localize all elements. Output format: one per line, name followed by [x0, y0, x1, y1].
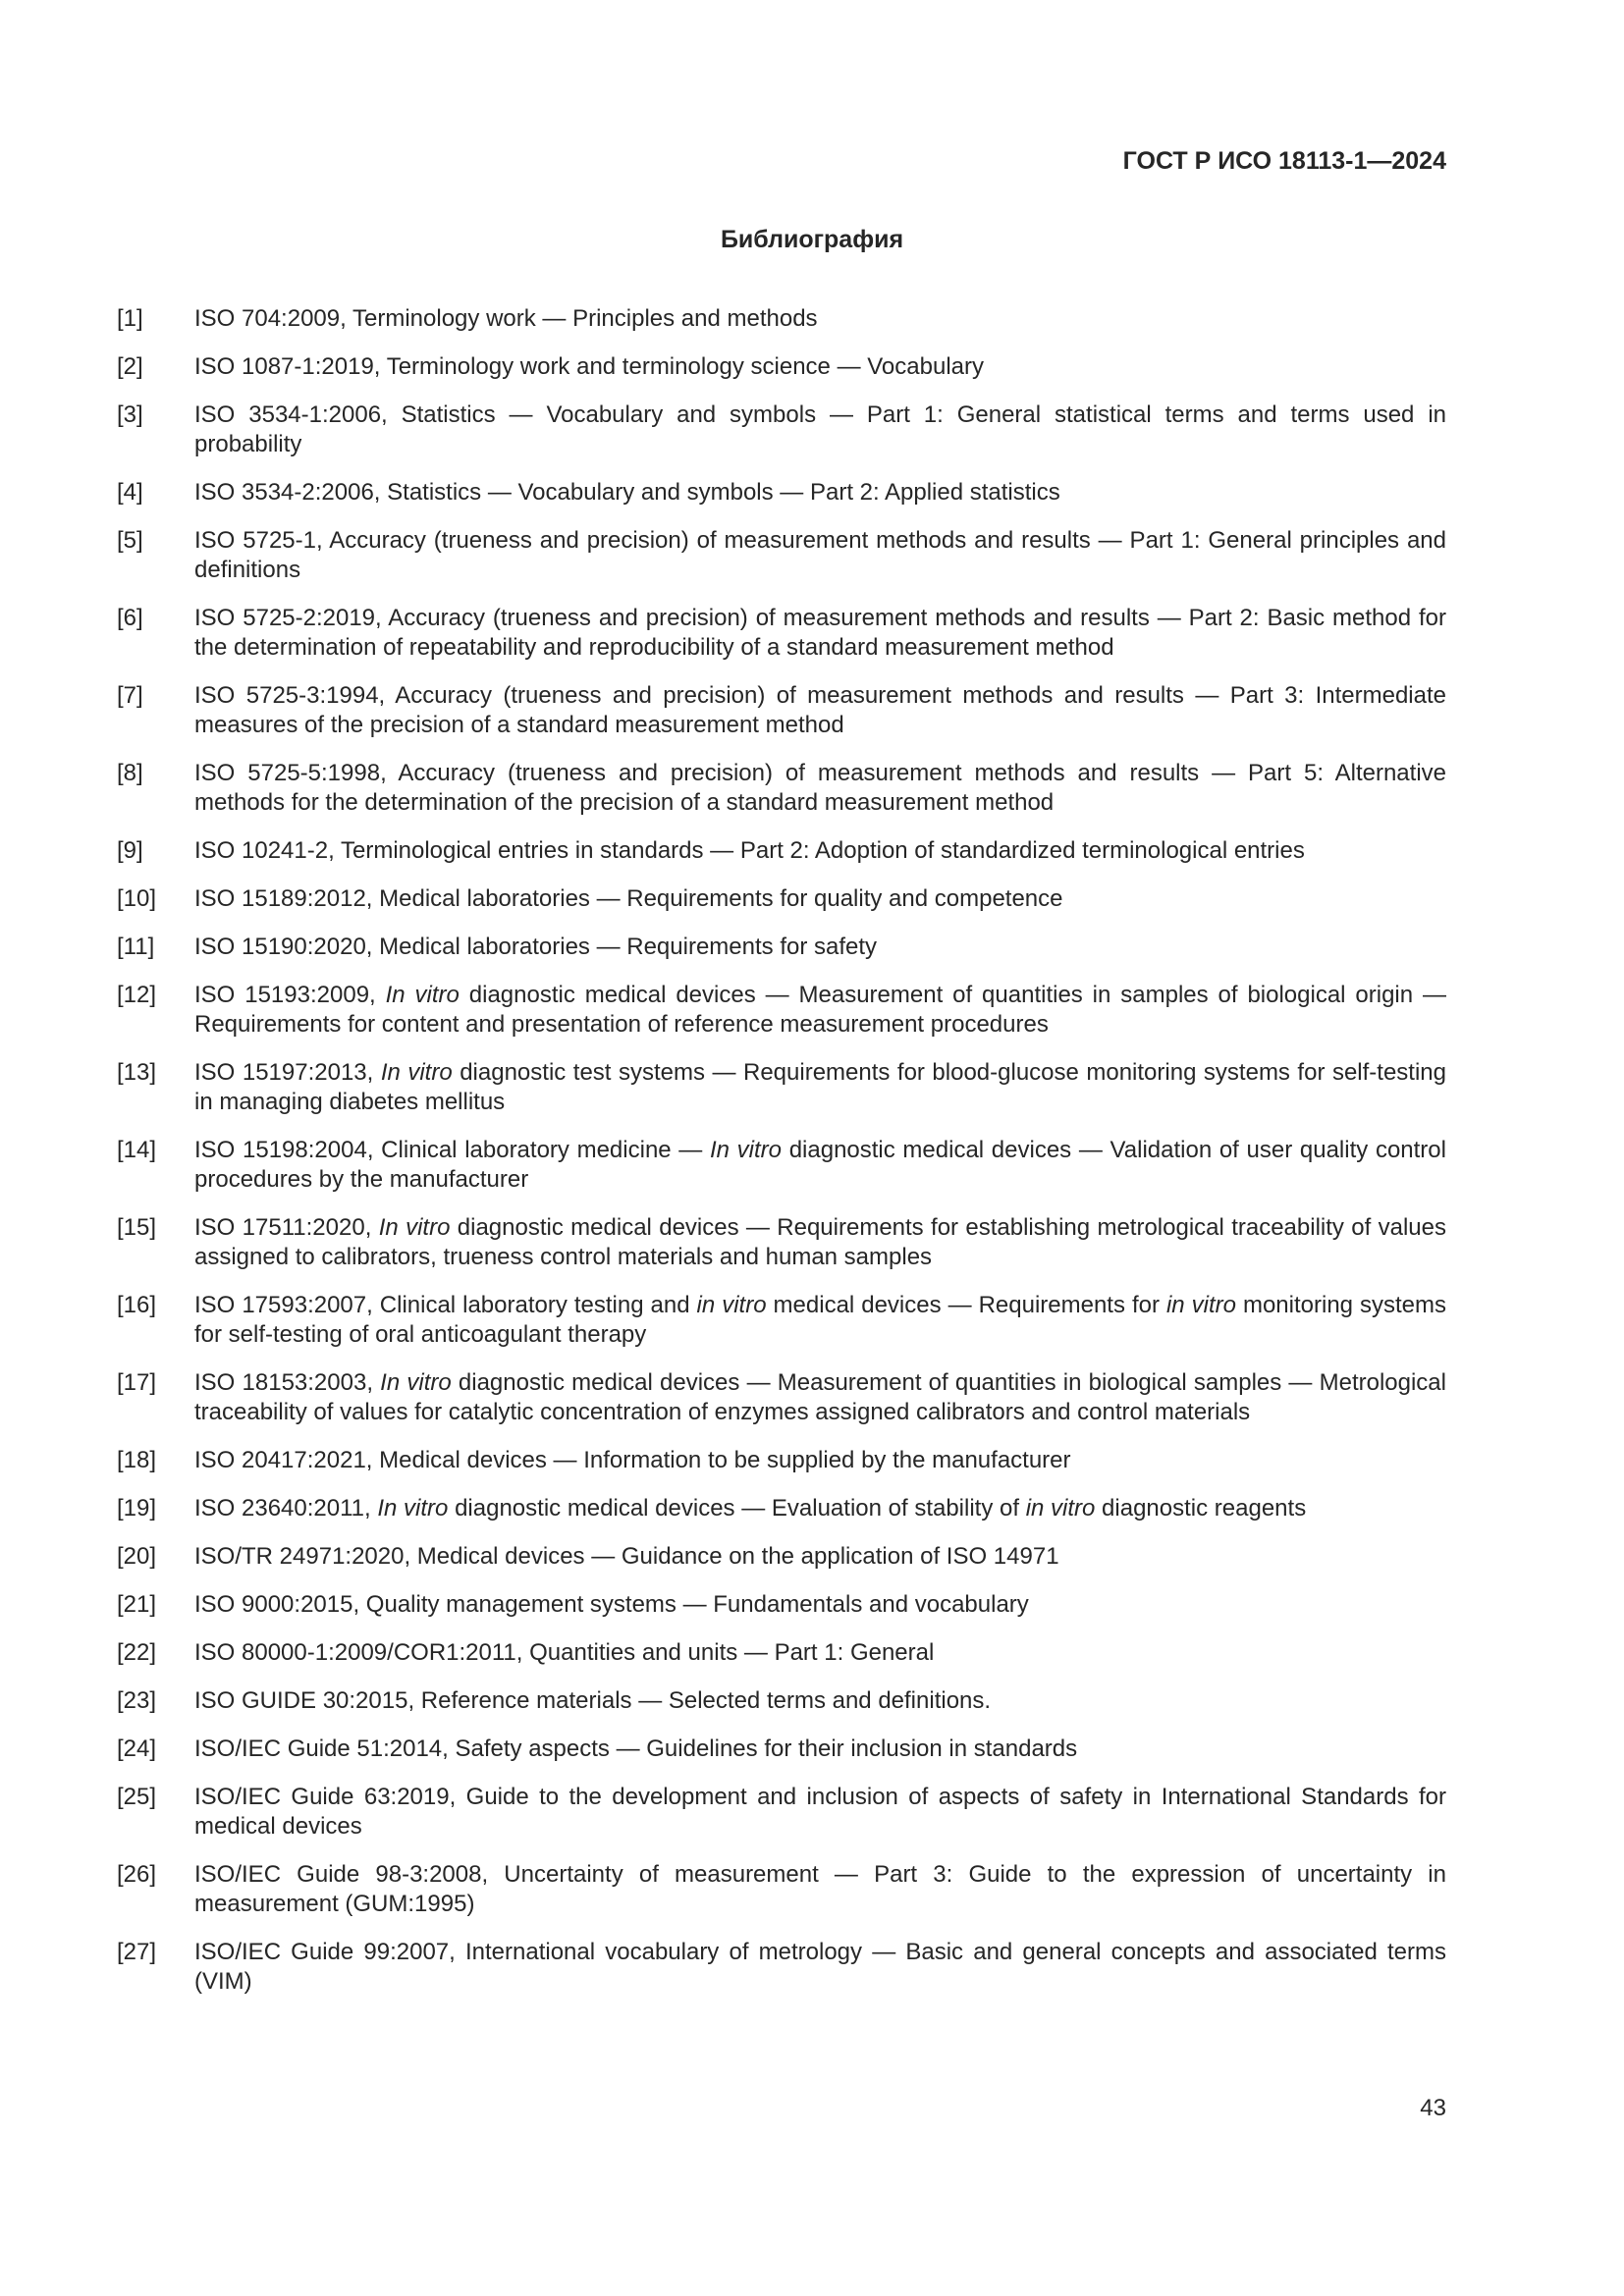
bibliography-entry	[117, 1686, 1446, 1716]
entry-text-segment: ISO 5725-2:2019, Accuracy (trueness and precision) of measurement methods and results — Part 2: Basic method for the determination of repeatability and reproducibility of a standard measurement method	[194, 605, 1446, 661]
bibliography-entry-text	[194, 836, 1446, 866]
bibliography-entry	[117, 836, 1446, 866]
entry-text-segment: ISO 5725-1, Accuracy (trueness and precision) of measurement methods and results — Part 1: General principles and definitions	[194, 527, 1446, 583]
entry-text-segment: diagnostic medical devices — Evaluation of stability of	[448, 1495, 1026, 1522]
entry-text-segment: ISO 5725-3:1994, Accuracy (trueness and precision) of measurement methods and results — Part 3: Intermediate measures of the precision of a standard measurement method	[194, 682, 1446, 738]
italic-term: In vitro	[385, 982, 460, 1008]
bibliography-entry-number: [23]	[117, 1687, 157, 1714]
entry-text-segment: ISO 15198:2004, Clinical laboratory medicine —	[194, 1137, 710, 1163]
bibliography-entry-text	[194, 604, 1446, 663]
bibliography-entry-text	[194, 1213, 1446, 1272]
entry-text-segment: ISO 15197:2013,	[194, 1059, 381, 1086]
bibliography-entry-number: [7]	[117, 682, 143, 709]
bibliography-entry-number: [21]	[117, 1591, 157, 1618]
bibliography-entry	[117, 1058, 1446, 1117]
bibliography-entry	[117, 1735, 1446, 1764]
bibliography-entry-number: [16]	[117, 1292, 157, 1318]
bibliography-entry-number: [6]	[117, 605, 143, 631]
bibliography-entry	[117, 1542, 1446, 1572]
bibliography-entry-text	[194, 681, 1446, 740]
entry-text-segment: ISO/IEC Guide 98-3:2008, Uncertainty of measurement — Part 3: Guide to the expression of uncertainty in measurement (GUM:1995)	[194, 1861, 1446, 1917]
entry-text-segment: ISO/IEC Guide 99:2007, International vocabulary of metrology — Basic and general concepts and associated terms (VIM)	[194, 1939, 1446, 1995]
bibliography-entry	[117, 759, 1446, 818]
italic-term: In vitro	[380, 1059, 453, 1086]
bibliography-entry	[117, 681, 1446, 740]
bibliography-entry-number: [15]	[117, 1214, 157, 1241]
entry-text-segment: ISO/TR 24971:2020, Medical devices — Guidance on the application of ISO 14971	[194, 1543, 1059, 1570]
bibliography-entry-number: [11]	[117, 934, 155, 960]
bibliography-entry-text	[194, 933, 1446, 962]
italic-term: in vitro	[1165, 1292, 1236, 1318]
bibliography-entry	[117, 604, 1446, 663]
bibliography-entry-text	[194, 352, 1446, 382]
bibliography-entry-number: [24]	[117, 1735, 157, 1762]
italic-term: In vitro	[378, 1214, 451, 1241]
bibliography-list	[117, 304, 1446, 2015]
entry-text-segment: ISO 1087-1:2019, Terminology work and terminology science — Vocabulary	[194, 353, 984, 380]
bibliography-entry-number: [10]	[117, 885, 157, 912]
bibliography-entry-number: [5]	[117, 527, 143, 554]
bibliography-entry	[117, 1291, 1446, 1350]
entry-text-segment: diagnostic reagents	[1095, 1495, 1307, 1522]
bibliography-entry-number: [4]	[117, 479, 143, 506]
bibliography-entry-number: [19]	[117, 1495, 157, 1522]
bibliography-entry-text	[194, 1590, 1446, 1620]
bibliography-entry-number: [25]	[117, 1784, 157, 1810]
bibliography-entry-number: [18]	[117, 1447, 157, 1473]
entry-text-segment: ISO/IEC Guide 51:2014, Safety aspects — Guidelines for their inclusion in standards	[194, 1735, 1078, 1762]
bibliography-entry-text	[194, 1291, 1446, 1350]
entry-text-segment: diagnostic medical devices — Validation of user quality control procedures by the manufacturer	[194, 1137, 1446, 1193]
bibliography-entry-number: [12]	[117, 982, 157, 1008]
bibliography-entry	[117, 884, 1446, 914]
page-number: 43	[1420, 2095, 1446, 2121]
bibliography-entry	[117, 526, 1446, 585]
entry-text-segment: ISO 704:2009, Terminology work — Principles and methods	[194, 305, 818, 332]
italic-term: In vitro	[377, 1495, 449, 1522]
bibliography-entry-number: [26]	[117, 1861, 157, 1888]
italic-term: In vitro	[380, 1369, 452, 1396]
bibliography-entry	[117, 1368, 1446, 1427]
bibliography-entry-number: [20]	[117, 1543, 157, 1570]
bibliography-entry-number: [27]	[117, 1939, 157, 1965]
entry-text-segment: ISO 17593:2007, Clinical laboratory testing and	[194, 1292, 697, 1318]
bibliography-entry-text	[194, 1542, 1446, 1572]
bibliography-entry	[117, 1938, 1446, 1997]
bibliography-entry	[117, 400, 1446, 459]
bibliography-entry-number: [1]	[117, 305, 143, 332]
bibliography-entry	[117, 1783, 1446, 1842]
bibliography-entry-number: [13]	[117, 1059, 157, 1086]
bibliography-entry-number: [3]	[117, 401, 143, 428]
entry-text-segment: ISO 9000:2015, Quality management systems — Fundamentals and vocabulary	[194, 1591, 1029, 1618]
bibliography-entry	[117, 981, 1446, 1040]
entry-text-segment: ISO 20417:2021, Medical devices — Information to be supplied by the manufacturer	[194, 1447, 1071, 1473]
bibliography-entry-text	[194, 981, 1446, 1040]
entry-text-segment: ISO 15189:2012, Medical laboratories — Requirements for quality and competence	[194, 885, 1063, 912]
bibliography-entry-text	[194, 1638, 1446, 1668]
bibliography-entry	[117, 1446, 1446, 1475]
bibliography-entry-number: [2]	[117, 353, 143, 380]
bibliography-entry-text	[194, 1136, 1446, 1195]
bibliography-entry	[117, 1213, 1446, 1272]
italic-term: in vitro	[696, 1292, 767, 1318]
bibliography-entry	[117, 933, 1446, 962]
entry-text-segment: ISO 15190:2020, Medical laboratories — Requirements for safety	[194, 934, 878, 960]
entry-text-segment: ISO 17511:2020,	[194, 1214, 379, 1241]
bibliography-entry	[117, 1860, 1446, 1919]
entry-text-segment: diagnostic test systems — Requirements for blood-glucose monitoring systems for self-testing in managing diabetes mellitus	[194, 1059, 1447, 1115]
entry-text-segment: ISO 23640:2011,	[194, 1495, 378, 1522]
bibliography-entry	[117, 1590, 1446, 1620]
bibliography-entry-text	[194, 1446, 1446, 1475]
bibliography-entry	[117, 304, 1446, 334]
bibliography-entry-number: [14]	[117, 1137, 157, 1163]
bibliography-entry	[117, 1638, 1446, 1668]
bibliography-entry-text	[194, 1783, 1446, 1842]
italic-term: in vitro	[1025, 1495, 1096, 1522]
bibliography-entry-number: [22]	[117, 1639, 157, 1666]
bibliography-entry-text	[194, 478, 1446, 507]
entry-text-segment: ISO 18153:2003,	[194, 1369, 381, 1396]
bibliography-entry-text	[194, 526, 1446, 585]
entry-text-segment: diagnostic medical devices — Measurement of quantities in biological samples — Metrological traceability of values for catalytic concentration of enzymes assigned calibrators and control materials	[194, 1369, 1446, 1425]
bibliography-entry-text	[194, 1735, 1446, 1764]
bibliography-entry-text	[194, 400, 1446, 459]
bibliography-entry-text	[194, 304, 1446, 334]
entry-text-segment: medical devices — Requirements for	[766, 1292, 1166, 1318]
bibliography-entry-text	[194, 1494, 1446, 1523]
bibliography-entry	[117, 352, 1446, 382]
entry-text-segment: ISO 15193:2009,	[194, 982, 386, 1008]
entry-text-segment: ISO 10241-2, Terminological entries in standards — Part 2: Adoption of standardized terminological entries	[194, 837, 1305, 864]
entry-text-segment: ISO 3534-2:2006, Statistics — Vocabulary and symbols — Part 2: Applied statistics	[194, 479, 1060, 506]
bibliography-entry	[117, 1136, 1446, 1195]
bibliography-entry-text	[194, 1938, 1446, 1997]
bibliography-entry-text	[194, 1860, 1446, 1919]
bibliography-entry-text	[194, 759, 1446, 818]
entry-text-segment: ISO/IEC Guide 63:2019, Guide to the development and inclusion of aspects of safety in International Standards for medical devices	[194, 1784, 1446, 1840]
document-header-id: ГОСТ Р ИСО 18113-1—2024	[1122, 147, 1446, 175]
bibliography-entry-number: [8]	[117, 760, 143, 786]
italic-term: In vitro	[709, 1137, 783, 1163]
bibliography-title: Библиография	[720, 226, 904, 253]
bibliography-entry	[117, 478, 1446, 507]
bibliography-entry-text	[194, 884, 1446, 914]
bibliography-entry-text	[194, 1058, 1446, 1117]
bibliography-entry	[117, 1494, 1446, 1523]
bibliography-entry-number: [17]	[117, 1369, 157, 1396]
entry-text-segment: monitoring systems for self-testing of oral anticoagulant therapy	[194, 1292, 1446, 1348]
entry-text-segment: ISO 80000-1:2009/COR1:2011, Quantities and units — Part 1: General	[194, 1639, 935, 1666]
bibliography-entry-number: [9]	[117, 837, 143, 864]
entry-text-segment: ISO 5725-5:1998, Accuracy (trueness and precision) of measurement methods and results — Part 5: Alternative methods for the determination of the precision of a standard measurement method	[194, 760, 1446, 816]
entry-text-segment: ISO 3534-1:2006, Statistics — Vocabulary and symbols — Part 1: General statistical terms and terms used in probability	[194, 401, 1446, 457]
bibliography-entry-text	[194, 1368, 1446, 1427]
bibliography-entry-text	[194, 1686, 1446, 1716]
entry-text-segment: diagnostic medical devices — Requirements for establishing metrological traceability of values assigned to calibrators, trueness control materials and human samples	[194, 1214, 1446, 1270]
entry-text-segment: ISO GUIDE 30:2015, Reference materials — Selected terms and definitions.	[194, 1687, 992, 1714]
entry-text-segment: diagnostic medical devices — Measurement of quantities in samples of biological origin — Requirements for content and presentation of reference measurement procedures	[194, 982, 1446, 1038]
